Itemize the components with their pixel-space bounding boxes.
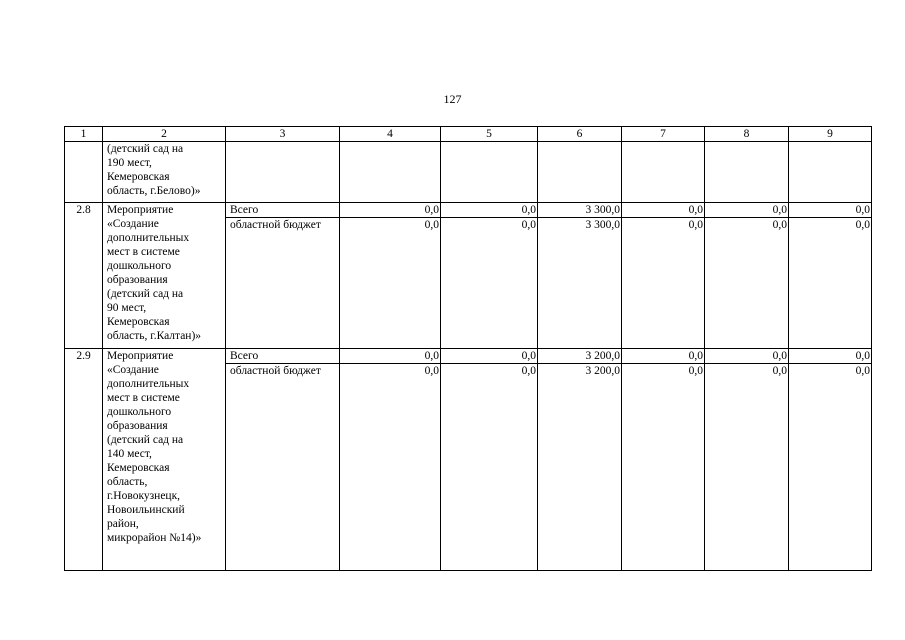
event-name-line: область, [107, 476, 148, 488]
value-cell: 3 300,0 [538, 203, 622, 218]
value-cell: 0,0 [789, 349, 872, 364]
event-name-line: Мероприятие [107, 204, 174, 216]
value-cell: 3 300,0 [538, 218, 622, 349]
event-name-line: Кемеровская [107, 171, 170, 183]
event-name-line: дошкольного [107, 260, 172, 272]
event-name-line: мест в системе [107, 392, 180, 404]
value-cell: 3 200,0 [538, 349, 622, 364]
row-index-cell [65, 142, 103, 203]
event-name-line: микрорайон №14)» [107, 532, 202, 544]
event-name-line: (детский сад на [107, 143, 184, 155]
row-index-cell: 2.9 [65, 349, 103, 571]
event-name-line: 90 мест, [107, 302, 147, 314]
funding-source-cell: областной бюджет [226, 218, 340, 349]
header-cell: 9 [789, 127, 872, 142]
header-cell: 5 [441, 127, 538, 142]
value-cell: 0,0 [340, 203, 441, 218]
funding-source-cell: областной бюджет [226, 364, 340, 571]
value-cell [340, 142, 441, 203]
event-name-line: дополнительных [107, 378, 190, 390]
value-cell: 0,0 [340, 364, 441, 571]
event-name-line: Кемеровская [107, 316, 170, 328]
value-cell: 0,0 [441, 349, 538, 364]
value-cell: 0,0 [705, 364, 789, 571]
value-cell: 0,0 [441, 203, 538, 218]
event-name-line: Новоильинский [107, 504, 185, 516]
header-cell: 1 [65, 127, 103, 142]
event-name-line: дополнительных [107, 232, 190, 244]
header-cell: 3 [226, 127, 340, 142]
table-row [65, 142, 872, 203]
event-name-line: (детский сад на [107, 288, 184, 300]
page-number: 127 [443, 92, 462, 106]
event-name-line: образования [107, 274, 168, 286]
value-cell: 0,0 [789, 218, 872, 349]
value-cell [705, 142, 789, 203]
value-cell: 0,0 [622, 203, 705, 218]
event-name-cell [103, 203, 226, 349]
event-name-line: (детский сад на [107, 434, 184, 446]
funding-source-cell: Всего [226, 349, 340, 364]
value-cell: 0,0 [441, 218, 538, 349]
value-cell [622, 142, 705, 203]
value-cell [441, 142, 538, 203]
value-cell: 0,0 [622, 364, 705, 571]
event-name-line: мест в системе [107, 246, 180, 258]
event-name-line: Кемеровская [107, 462, 170, 474]
header-cell: 8 [705, 127, 789, 142]
event-name-line: область, г.Калтан)» [107, 330, 202, 342]
value-cell: 0,0 [340, 349, 441, 364]
event-name-line: область, г.Белово)» [107, 185, 201, 197]
value-cell: 0,0 [705, 349, 789, 364]
value-cell: 0,0 [705, 203, 789, 218]
value-cell: 3 200,0 [538, 364, 622, 571]
header-cell: 6 [538, 127, 622, 142]
value-cell: 0,0 [789, 364, 872, 571]
event-name-line: «Создание [107, 218, 159, 230]
event-name-line: «Создание [107, 364, 159, 376]
value-cell: 0,0 [622, 218, 705, 349]
funding-source-cell [226, 142, 340, 203]
value-cell: 0,0 [789, 203, 872, 218]
event-name-line: образования [107, 420, 168, 432]
event-name-line: 190 мест, [107, 157, 152, 169]
funding-source-cell: Всего [226, 203, 340, 218]
header-row [65, 127, 872, 142]
value-cell [538, 142, 622, 203]
header-cell: 4 [340, 127, 441, 142]
value-cell: 0,0 [705, 218, 789, 349]
value-cell: 0,0 [340, 218, 441, 349]
event-name-line: дошкольного [107, 406, 172, 418]
header-cell: 7 [622, 127, 705, 142]
value-cell [789, 142, 872, 203]
event-name-cell [103, 142, 226, 203]
event-name-line: Мероприятие [107, 350, 174, 362]
event-name-cell [103, 349, 226, 571]
budget-table [64, 126, 872, 571]
value-cell: 0,0 [622, 349, 705, 364]
row-index-cell: 2.8 [65, 203, 103, 349]
event-name-line: район, [107, 518, 139, 530]
event-name-line: г.Новокузнецк, [107, 490, 181, 502]
table-row [65, 203, 872, 218]
value-cell: 0,0 [441, 364, 538, 571]
table-row [65, 349, 872, 364]
event-name-line: 140 мест, [107, 448, 152, 460]
header-cell: 2 [103, 127, 226, 142]
